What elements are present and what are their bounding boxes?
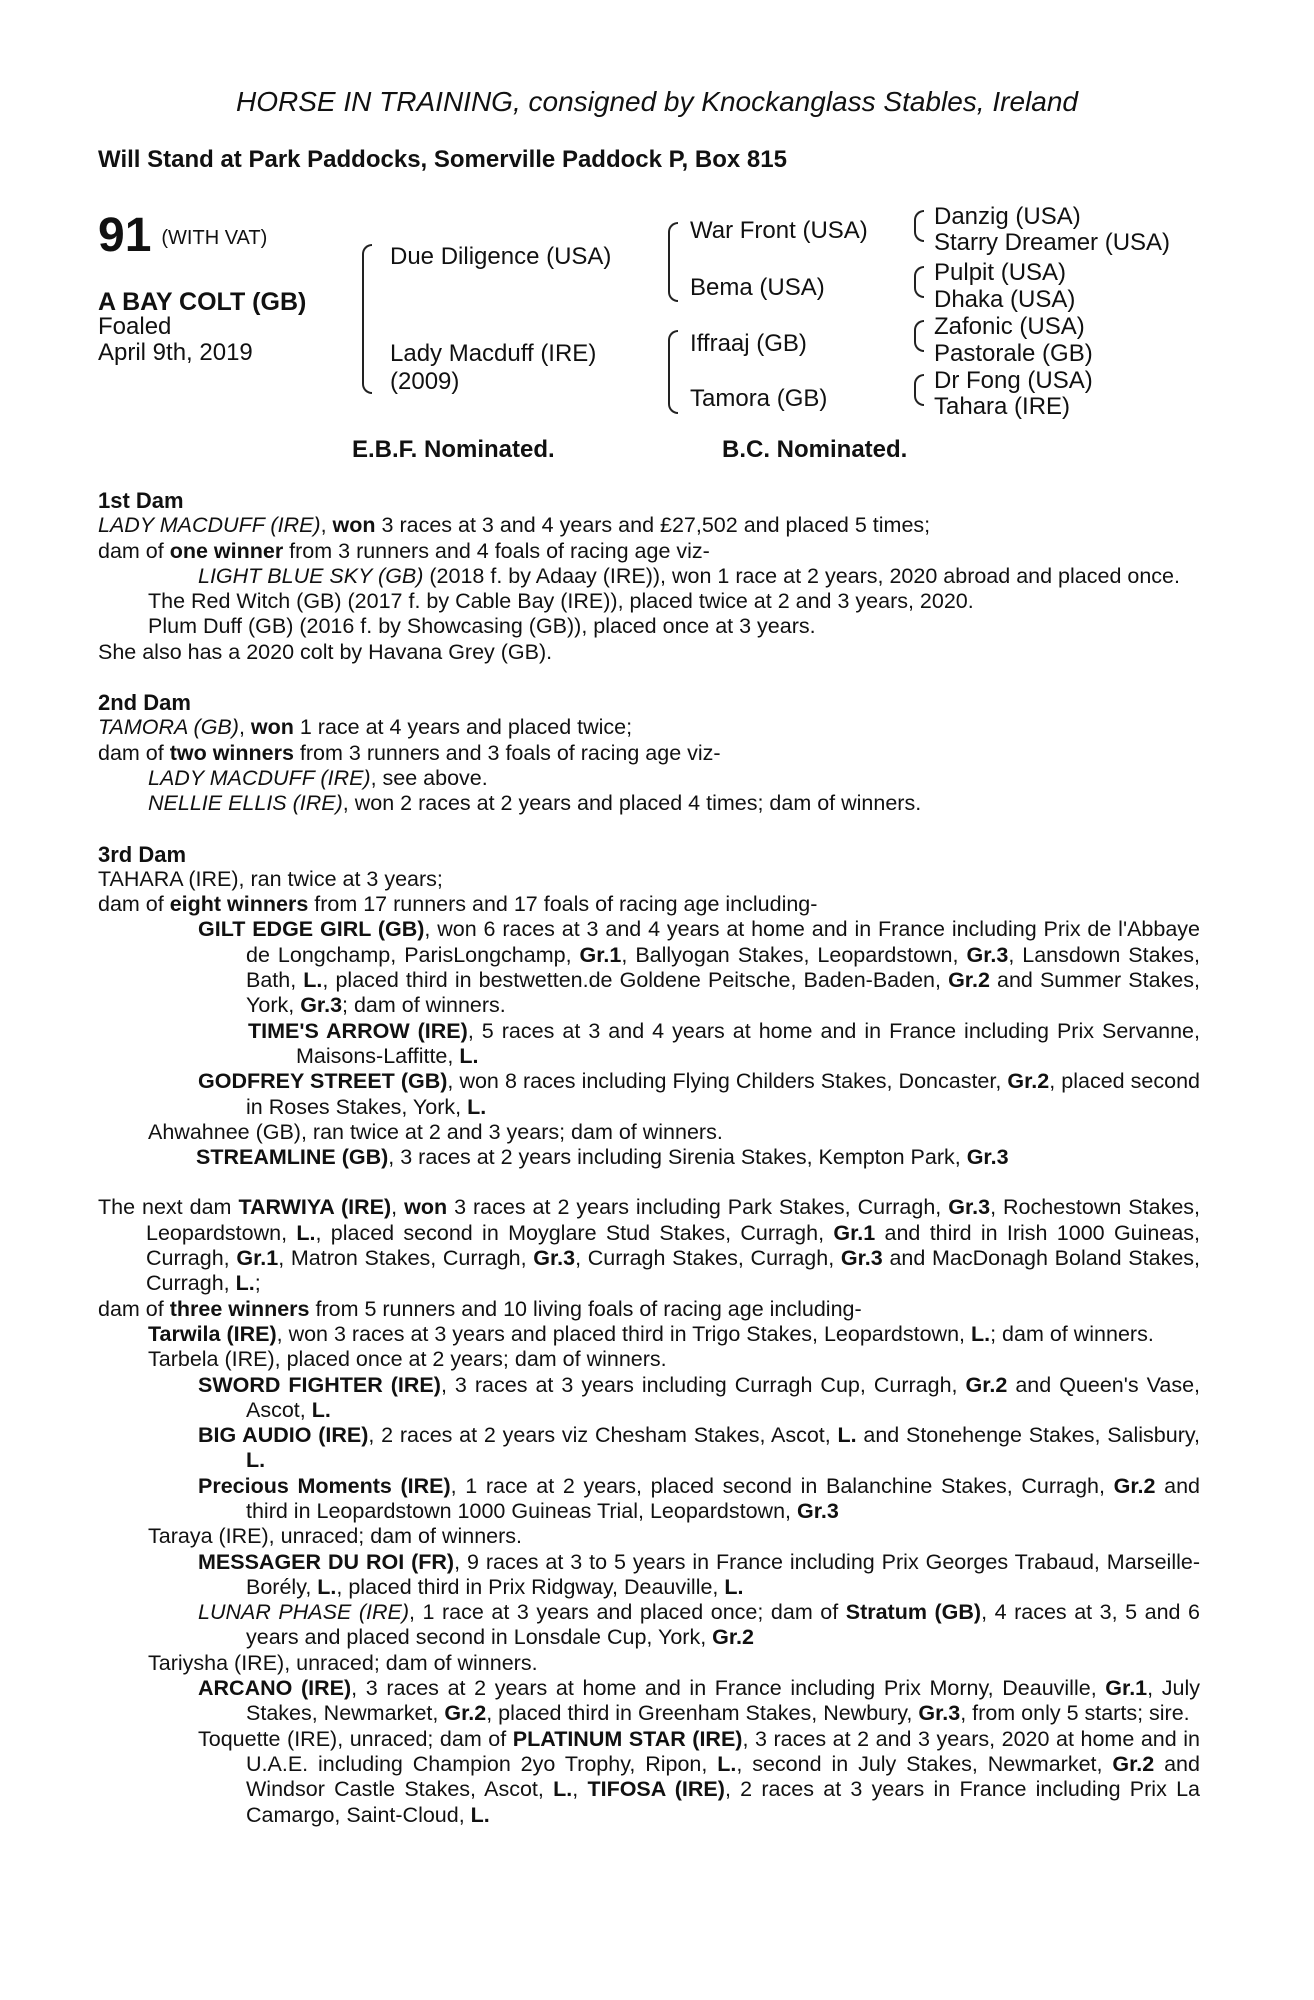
pedigree-dam-dam: Tamora (GB) [690, 385, 828, 412]
third-dam-produce: dam of eight winners from 17 runners and 17 foals of racing age including- [98, 892, 818, 917]
pedigree-gen3: Zafonic (USA) [934, 313, 1085, 340]
progeny-entry: Toquette (IRE), unraced; dam of PLATINUM STAR (IRE), 3 races at 2 and 3 years, 2020 at home and in U.A.E. including Champion 2yo Trophy, Ripon, L., second in July Stakes, Newmarket, Gr.2 and Windsor Castle Stakes, Ascot, L., TIFOSA (IRE), 2 races at 3 years in France including Prix La Camargo, Saint-Cloud, L. [198, 1726, 1200, 1827]
pedigree-brace [914, 374, 924, 406]
progeny-entry: ARCANO (IRE), 3 races at 2 years at home and in France including Prix Morny, Deauville, Gr.1, July Stakes, Newmarket, Gr.2, placed third in Greenham Stakes, Newbury, Gr.3, from only 5 starts; sire. [198, 1676, 1200, 1726]
second-dam-heading: 2nd Dam [98, 690, 191, 716]
next-dam-produce: dam of three winners from 5 runners and 10 living foals of racing age including- [98, 1296, 862, 1321]
pedigree-sire-dam: Bema (USA) [690, 274, 825, 301]
pedigree-sire: Due Diligence (USA) [390, 243, 612, 270]
foaled-info [98, 314, 253, 366]
progeny-entry: STREAMLINE (GB), 3 races at 2 years including Sirenia Stakes, Kempton Park, Gr.3 [196, 1145, 1009, 1170]
progeny-entry: LADY MACDUFF (IRE), see above. [148, 765, 488, 790]
first-dam-record: LADY MACDUFF (IRE), won 3 races at 3 and 4 years and £27,502 and placed 5 times; [98, 513, 931, 538]
progeny-entry: NELLIE ELLIS (IRE), won 2 races at 2 years and placed 4 times; dam of winners. [148, 791, 922, 816]
progeny-entry: LUNAR PHASE (IRE), 1 race at 3 years and placed once; dam of Stratum (GB), 4 races at 3, 5 and 6 years and placed second in Lonsdale Cup, York, Gr.2 [198, 1600, 1200, 1650]
progeny-entry: Taraya (IRE), unraced; dam of winners. [148, 1524, 523, 1549]
next-dam-record: The next dam TARWIYA (IRE), won 3 races at 2 years including Park Stakes, Curragh, Gr.3, Rochestown Stakes, Leopardstown, L., placed second in Moyglare Stud Stakes, Curragh, Gr.1 and third in Irish 1000 Guineas, Curragh, Gr.1, Matron Stakes, Curragh, Gr.3, Curragh Stakes, Curragh, Gr.3 and MacDonagh Boland Stakes, Curragh, L.; [98, 1195, 1201, 1296]
second-dam-produce: dam of two winners from 3 runners and 3 foals of racing age viz- [98, 740, 721, 765]
second-dam-record: TAMORA (GB), won 1 race at 4 years and placed twice; [98, 715, 633, 740]
pedigree-gen3: Dr Fong (USA) [934, 367, 1093, 394]
third-dam-record: TAHARA (IRE), ran twice at 3 years; [98, 866, 443, 891]
progeny-entry: GODFREY STREET (GB), won 8 races including Flying Childers Stakes, Doncaster, Gr.2, placed second in Roses Stakes, York, L. [198, 1069, 1200, 1119]
first-dam-produce: dam of one winner from 3 runners and 4 foals of racing age viz- [98, 538, 710, 563]
vat-label: (WITH VAT) [161, 226, 268, 249]
pedigree-gen3: Pastorale (GB) [934, 340, 1093, 367]
pedigree-brace [914, 266, 924, 298]
pedigree-gen3: Tahara (IRE) [934, 393, 1071, 420]
progeny-entry: TIME'S ARROW (IRE), 5 races at 3 and 4 years at home and in France including Prix Servanne, Maisons-Laffitte, L. [248, 1018, 1200, 1068]
progeny-entry: Tariysha (IRE), unraced; dam of winners. [148, 1650, 538, 1675]
progeny-entry: SWORD FIGHTER (IRE), 3 races at 3 years including Curragh Cup, Curragh, Gr.2 and Queen's Vase, Ascot, L. [198, 1372, 1201, 1422]
pedigree-brace [668, 222, 678, 302]
progeny-entry: LIGHT BLUE SKY (GB) (2018 f. by Adaay (IRE)), won 1 race at 2 years, 2020 abroad and placed once. [198, 563, 1180, 588]
foaled-date: April 9th, 2019 [98, 339, 253, 366]
first-dam-heading: 1st Dam [98, 488, 184, 513]
catalogue-body [98, 488, 1200, 1828]
ebf-nomination: E.B.F. Nominated. [352, 436, 555, 463]
pedigree-dam: Lady Macduff (IRE) [390, 340, 597, 367]
pedigree-sire-sire: War Front (USA) [690, 217, 868, 244]
lot-number [98, 208, 267, 263]
page-title: HORSE IN TRAINING, consigned by Knockanglass Stables, Ireland [236, 86, 1078, 117]
pedigree-gen3: Pulpit (USA) [934, 259, 1067, 286]
pedigree-gen3: Danzig (USA) [934, 203, 1081, 230]
third-dam-heading: 3rd Dam [98, 841, 187, 867]
stand-location: Will Stand at Park Paddocks, Somerville Paddock P, Box 815 [98, 146, 787, 173]
progeny-entry: Plum Duff (GB) (2016 f. by Showcasing (GB)), placed once at 3 years. [148, 614, 816, 639]
lot-number-value: 91 [98, 209, 152, 262]
pedigree-brace [914, 210, 924, 242]
bc-nomination: B.C. Nominated. [722, 436, 908, 463]
horse-description: A BAY COLT (GB) [98, 288, 307, 316]
pedigree-gen3: Dhaka (USA) [934, 286, 1076, 313]
progeny-entry: Tarwila (IRE), won 3 races at 3 years and placed third in Trigo Stakes, Leopardstown, L.; dam of winners. [148, 1321, 1154, 1346]
pedigree-brace [362, 244, 372, 394]
pedigree-dam-year: (2009) [390, 368, 460, 395]
pedigree-dam-sire: Iffraaj (GB) [690, 330, 807, 357]
pedigree-brace [668, 330, 678, 414]
progeny-entry: Ahwahnee (GB), ran twice at 2 and 3 years; dam of winners. [148, 1119, 723, 1144]
progeny-entry: She also has a 2020 colt by Havana Grey (GB). [98, 639, 553, 664]
pedigree-gen3: Starry Dreamer (USA) [934, 229, 1171, 256]
progeny-entry: Tarbela (IRE), placed once at 2 years; dam of winners. [148, 1347, 667, 1372]
progeny-entry: MESSAGER DU ROI (FR), 9 races at 3 to 5 years in France including Prix Georges Trabaud, Marseille-Borély, L., placed third in Prix Ridgway, Deauville, L. [198, 1549, 1200, 1599]
progeny-entry: BIG AUDIO (IRE), 2 races at 2 years viz Chesham Stakes, Ascot, L. and Stonehenge Stakes, Salisbury, L. [198, 1423, 1200, 1473]
pedigree-brace [914, 320, 924, 352]
progeny-entry: The Red Witch (GB) (2017 f. by Cable Bay (IRE)), placed twice at 2 and 3 years, 2020. [148, 589, 974, 614]
progeny-entry: GILT EDGE GIRL (GB), won 6 races at 3 and 4 years at home and in France including Prix de l'Abbaye de Longchamp, ParisLongchamp, Gr.1, Ballyogan Stakes, Leopardstown, Gr.3, Lansdown Stakes, Bath, L., placed third in bestwetten.de Goldene Peitsche, Baden-Baden, Gr.2 and Summer Stakes, York, Gr.3; dam of winners. [198, 917, 1200, 1018]
foaled-label: Foaled [98, 313, 172, 340]
progeny-entry: Precious Moments (IRE), 1 race at 2 years, placed second in Balanchine Stakes, Curragh, Gr.2 and third in Leopardstown 1000 Guineas Trial, Leopardstown, Gr.3 [198, 1473, 1200, 1523]
